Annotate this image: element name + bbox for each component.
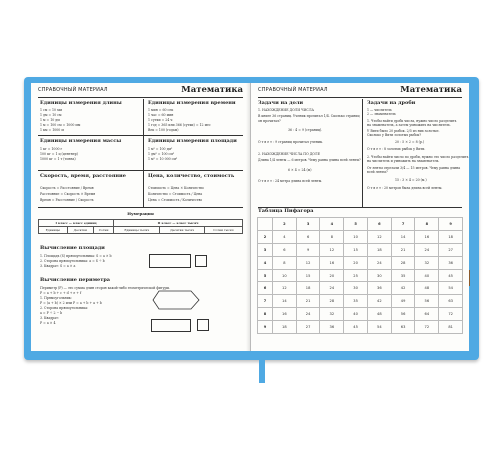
pythagoras-title: Таблица Пифагора: [258, 208, 314, 214]
bookmark-ribbon: [259, 350, 265, 383]
row-divider: [38, 207, 243, 208]
table-row: 3 6 9 12 15 18 21 24 27: [258, 243, 463, 256]
square-figure: [195, 255, 207, 267]
table-row: 5 10 15 20 25 30 35 40 45: [258, 269, 463, 282]
numbering-title: Нумерация: [127, 211, 154, 216]
row-divider: [38, 135, 243, 136]
class-thousands-header: II класс — класс тысяч: [114, 220, 243, 227]
area-calc-title: Вычисление площади: [40, 245, 105, 251]
table-row: 7 14 21 28 35 42 49 56 63: [258, 295, 463, 308]
left-header-label: СПРАВОЧНЫЙ МАТЕРИАЛ: [38, 87, 108, 93]
perimeter-rectangle-figure: [151, 319, 191, 332]
left-page-header: [38, 87, 243, 98]
right-header-title: Математика: [400, 85, 462, 95]
left-page: СПРАВОЧНЫЙ МАТЕРИАЛ Математика Единицы измерения длины 1 см = 10 мм 1 дм = 10 см 1 м = 10 дм 1 м = 100 см = 1000 мм 1 км = 1000 м Единицы измерения времени 1 мин = 60 сек 1 час = 60 мин 1 сутки = 24 ч 1 год = 365 или 366 (сутки) = 12 мес Век = 100 (годам) Единицы измерения массы 1 кг = 1000 г 100 кг = 1 ц (центнер) 1000 кг = 1 т (тонна) Единицы измерения площади 1 м² = 100 дм² 1 дм² = 100 см² 1 м² = 10 000 см² Скорость, время, расстояние Скорость = Расстояние / Время Расстояние = Скорость × Время Время = Расстояние / Скорость Цена, количество, стоимость Стоимость = Цена × Количество Количество = Стоимость / Цена Цена = Стоимость / Количество Нумерация I класс — класс единиц II класс — класс тысяч Единицы Десятки Сотни Единицы тысяч Десятки тысяч Сотни тысяч Вычисление площади 1. Площадь (S) прямоугольника: S = a × b 2. Сторона прямоугольника: a = S ÷ b 3. Квадрат: S = a × a Вычисление периметра Периметр (P) — это сумма длин сторон какой-либо геометрической фигуры. P = a + b + c + d + e + f 1. Прямоугольник: P = (a + b) × 2 или P = a + b + a + b 2. Сторона прямоугольника: a = P ÷ 2 − b 3. Квадрат: P = a × 4: [31, 83, 251, 351]
area-units-title: Единицы измерения площади: [148, 138, 237, 144]
right-page: СПРАВОЧНЫЙ МАТЕРИАЛ Математика Задачи на доли 1. НАХОЖДЕНИЕ ДОЛИ ЧИСЛА В книге 36 страниц. Ученик прочитал 1/4. Сколько страниц он прочитал? 36 : 4 = 9 (страниц). О т в е т : 9 страниц прочитал ученик. 2. НАХОЖДЕНИЕ ЧИСЛА ПО ДОЛЕ Длина 1/4 ленты — 6 метров. Чему равна длина всей ленты? 6 × 4 = 24 (м) О т в е т : 24 метра длина всей ленты. Задачи на дроби 1 — числитель 2 — знаменатель 1. Чтобы найти дробь числа, нужно число разделить на знаменатель, а затем умножить на числитель. У Вити было 20 рыбок. 2/5 из них золотые. Сколько у Вити золотых рыбок? 20 : 5 × 2 = 8 (р.) О т в е т : 8 золотых рыбок у Вити. 2. Чтобы найти число по дроби, нужно это число разделить на числитель и умножить на знаменатель. От ленты отрезали 3/4 — 15 метров. Чему равна длина всей ленты? 15 : 3 × 4 = 20 (м.) О т в е т : 20 метров была длина всей ленты. Таблица Пифагора 2 3 4 5 6 7 8 9 2 4 6 8 10 12 14 16 18 3 6 9 12 15 18 21 24 27 4 8 12 16 20 24 28 32 36 5 10 15 20 25 30 35 40 45 6 12 18 24 30 36 42 48 54 7 14 21 28 35 42 49 56 63 8 16 24 32 40 48 56 64 72 9 18 27 36 45 54 63 72 81: [251, 83, 469, 351]
perimeter-square-figure: [197, 319, 209, 331]
perimeter-title: Вычисление периметра: [40, 277, 111, 283]
time-title: Единицы измерения времени: [148, 100, 236, 106]
hexagon-figure: [151, 289, 201, 311]
column-divider: [143, 99, 144, 207]
parts-title: Задачи на доли: [258, 100, 304, 106]
speed-title: Скорость, время, расстояние: [40, 173, 126, 179]
table-row: 9 18 27 36 45 54 63 72 81: [258, 321, 463, 334]
pythagoras-table: [257, 217, 463, 334]
fractions-title: Задачи на дроби: [367, 100, 416, 106]
right-page-header: [258, 87, 462, 98]
table-row: 2 4 6 8 10 12 14 16 18: [258, 230, 463, 243]
pythagoras-header-row: 2 3 4 5 6 7 8 9: [258, 218, 463, 231]
length-title: Единицы измерения длины: [40, 100, 122, 106]
class-units-header: I класс — класс единиц: [39, 220, 114, 227]
table-row: 4 8 12 16 20 24 28 32 36: [258, 256, 463, 269]
row-divider: [38, 170, 243, 171]
rectangle-figure: [149, 254, 191, 268]
column-divider: [362, 99, 363, 207]
mass-title: Единицы измерения массы: [40, 138, 122, 144]
numbering-table: I класс — класс единиц II класс — класс тысяч Единицы Десятки Сотни Единицы тысяч Десятки тысяч Сотни тысяч: [38, 219, 243, 234]
table-row: 6 12 18 24 30 36 42 48 54: [258, 282, 463, 295]
table-row: 8 16 24 32 40 48 56 64 72: [258, 308, 463, 321]
left-header-title: Математика: [181, 85, 243, 95]
price-title: Цена, количество, стоимость: [148, 173, 235, 179]
right-header-label: СПРАВОЧНЫЙ МАТЕРИАЛ: [258, 87, 328, 93]
